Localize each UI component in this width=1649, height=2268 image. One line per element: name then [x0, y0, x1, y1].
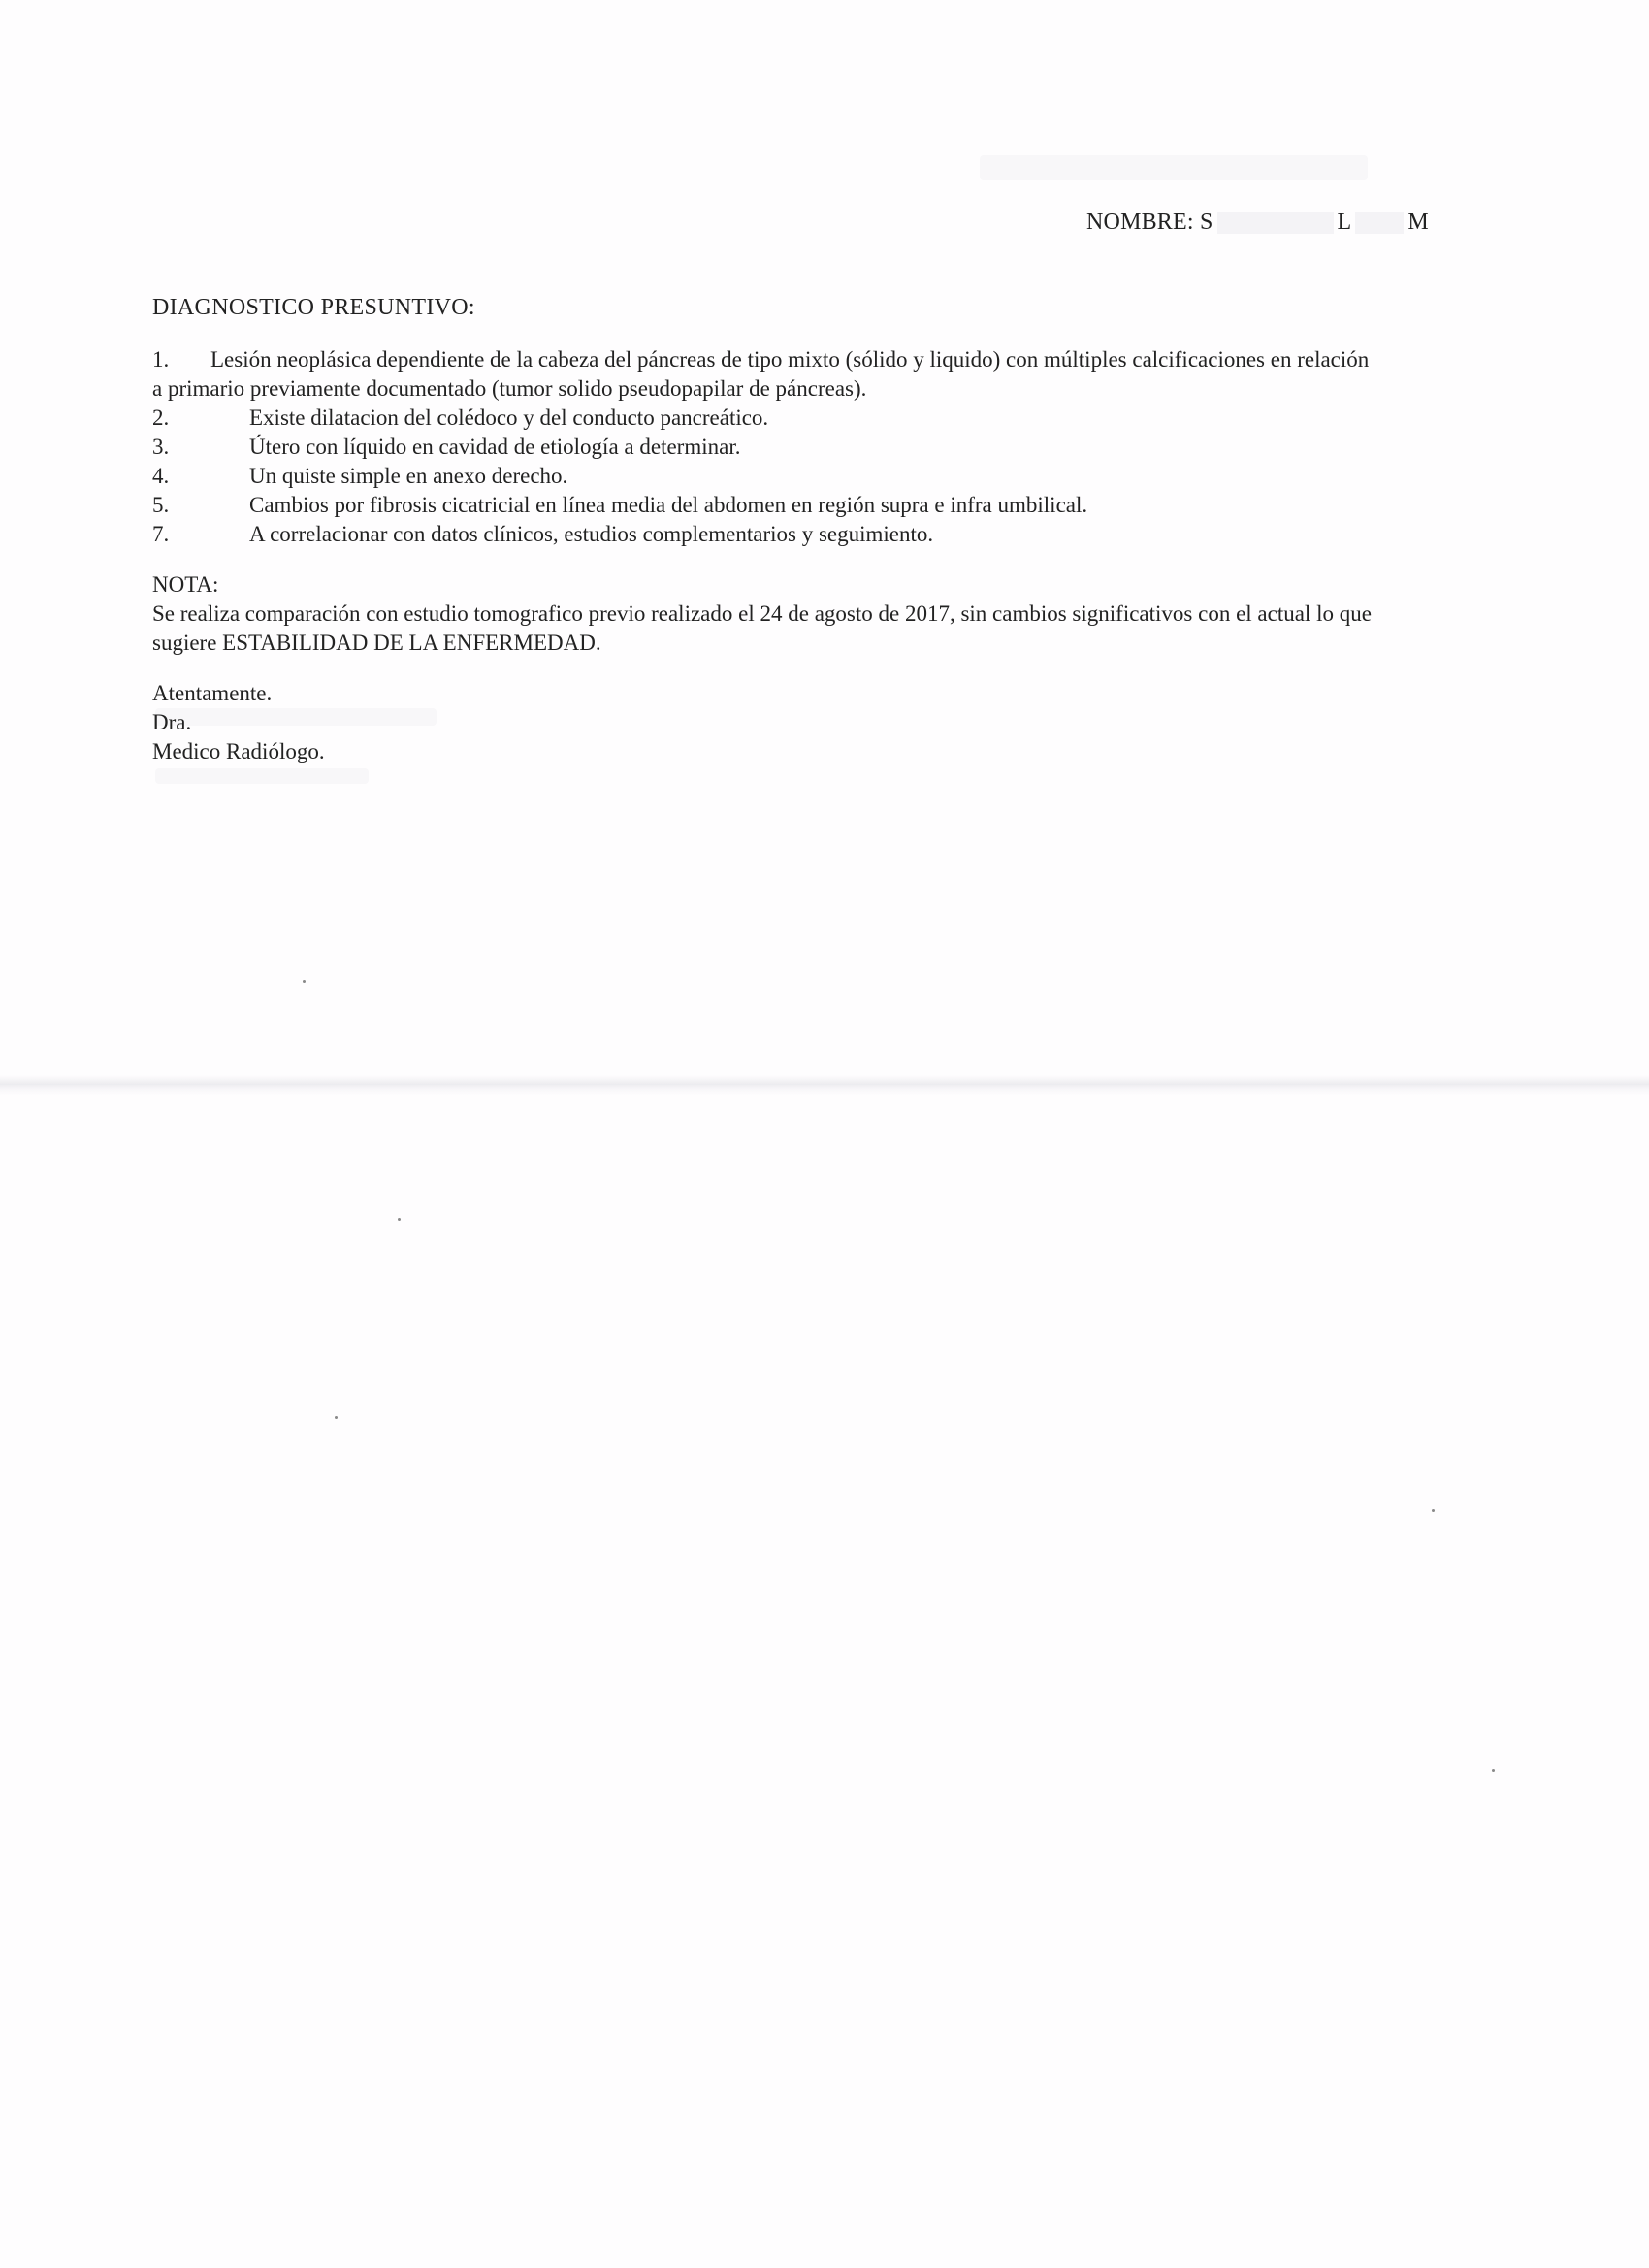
patient-name-line	[1086, 210, 1429, 236]
diagnosis-item	[152, 520, 1510, 549]
speck	[1492, 1769, 1495, 1772]
speck	[303, 980, 306, 983]
diagnosis-number: 2.	[152, 405, 170, 430]
diagnosis-item	[152, 345, 1510, 374]
paper-fold-crease	[0, 1075, 1649, 1096]
diagnosis-number: 1.	[152, 347, 170, 372]
diagnosis-text: Cambios por fibrosis cicatricial en línea media del abdomen en región supra e infra umbilical.	[249, 493, 1088, 517]
diagnosis-text: Un quiste simple en anexo derecho.	[249, 464, 568, 488]
redaction-box	[1355, 212, 1404, 234]
speck	[335, 1416, 338, 1419]
diagnosis-number: 7.	[152, 522, 170, 546]
diagnosis-number: 3.	[152, 435, 170, 459]
faint-redaction-top	[980, 155, 1368, 180]
diagnosis-number: 5.	[152, 493, 170, 517]
diagnosis-item	[152, 491, 1510, 520]
faint-redaction-role	[155, 768, 369, 784]
diagnosis-title: DIAGNOSTICO PRESUNTIVO:	[152, 295, 475, 320]
speck	[398, 1218, 401, 1221]
note-section	[152, 570, 1510, 658]
closing-text: Atentamente.	[152, 681, 273, 705]
diagnosis-item	[152, 404, 1510, 433]
redaction-box	[1217, 212, 1334, 234]
diagnosis-text: Útero con líquido en cavidad de etiología a determinar.	[249, 435, 741, 459]
diagnosis-text: Lesión neoplásica dependiente de la cabeza del páncreas de tipo mixto (sólido y liquido) con múltiples calcificaciones en relación	[210, 347, 1370, 372]
note-text: Se realiza comparación con estudio tomografico previo realizado el 24 de agosto de 2017, sin cambios significativos con el actual lo que	[152, 601, 1372, 626]
note-title: NOTA:	[152, 572, 219, 597]
name-initial-second: L	[1337, 210, 1352, 235]
speck	[1432, 1509, 1435, 1512]
diagnosis-number: 4.	[152, 464, 170, 488]
diagnosis-list	[152, 345, 1510, 549]
diagnosis-item	[152, 462, 1510, 491]
doctor-title: Dra.	[152, 710, 192, 734]
note-text-continuation: sugiere ESTABILIDAD DE LA ENFERMEDAD.	[152, 631, 601, 655]
name-label: NOMBRE: S	[1086, 210, 1213, 235]
diagnosis-text: Existe dilatacion del colédoco y del conducto pancreático.	[249, 405, 769, 430]
signature-block	[152, 679, 325, 766]
diagnosis-text-continuation: a primario previamente documentado (tumor solido pseudopapilar de páncreas).	[152, 376, 867, 401]
diagnosis-item	[152, 433, 1510, 462]
diagnosis-text: A correlacionar con datos clínicos, estudios complementarios y seguimiento.	[249, 522, 934, 546]
doctor-role: Medico Radiólogo.	[152, 739, 325, 763]
name-initial-third: M	[1407, 210, 1429, 235]
